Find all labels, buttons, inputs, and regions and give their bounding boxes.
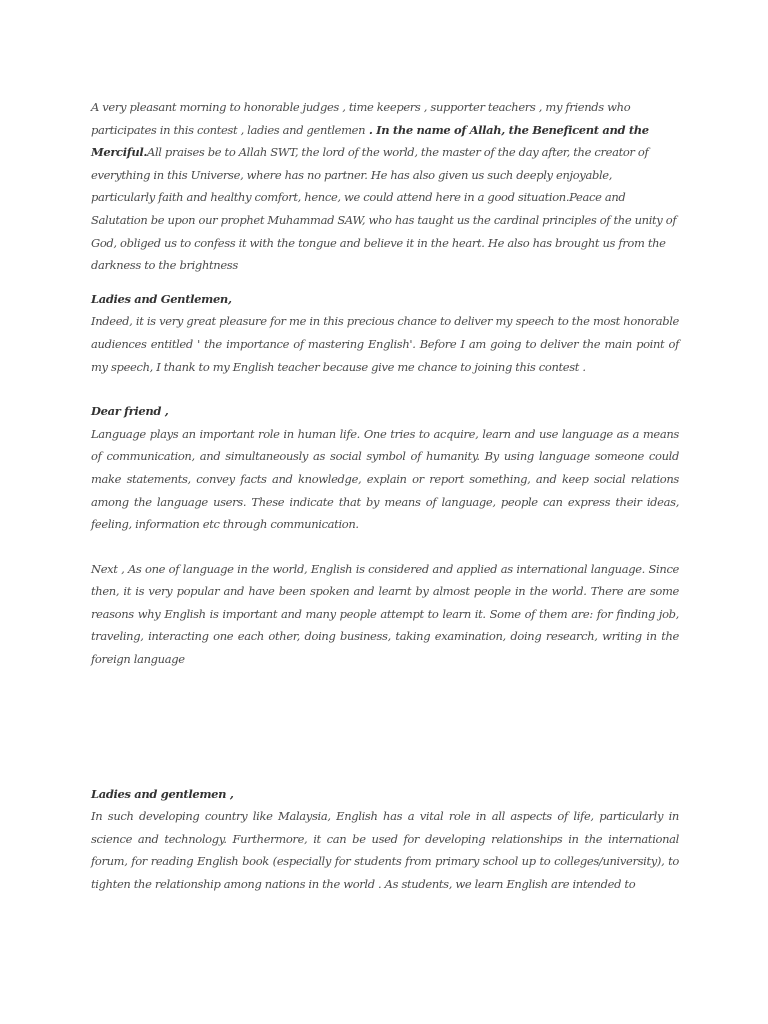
section-body-malaysia: In such developing country like Malaysia, English has a vital role in all aspects of life, particularly in science and technology. Furthermore, it can be used for developing relationships in the international forum, for reading English book (especially for students from primary school up to colleges/university), to tighten the relationship among nations in the world . As students, we learn English are intended to	[91, 809, 679, 892]
section-heading-ladies-gentlemen: Ladies and Gentlemen,	[91, 291, 232, 306]
spacer	[91, 536, 679, 558]
intro-paragraph	[91, 96, 679, 277]
section-heading-ladies-gentlemen-2: Ladies and gentlemen ,	[91, 786, 234, 801]
intro-text-basmala: . In the name of Allah, the Beneficent and the Merciful.	[91, 122, 649, 160]
spacer	[91, 671, 679, 783]
spacer	[91, 378, 679, 400]
section-heading-dear-friend: Dear friend ,	[91, 404, 169, 419]
spacer	[91, 277, 679, 288]
section-body-international-language: Next , As one of language in the world, English is considered and applied as international language. Since then, it is very popular and have been spoken and learnt by almost people in the world. There are some reasons why English is important and many people attempt to learn it. Some of them are: for finding job, traveling, interacting one each other, doing business, taking examination, doing research, writing in the foreign language	[91, 561, 679, 667]
intro-text-praise: All praises be to Allah SWT, the lord of the world, the master of the day after, the creator of everything in this Universe, where has no partner. He has also given us such deeply enjoyable, particularly faith and healthy comfort, hence, we could attend here in a good situation.Peace and Salutation be upon our prophet Muhammad SAW, who has taught us the cardinal principles of the unity of God, obliged us to confess it with the tongue and believe it in the heart. He also has brought us from the darkness to the brightness	[91, 145, 677, 273]
section-body-opening: Indeed, it is very great pleasure for me in this precious chance to deliver my speech to the most honorable audiences entitled ' the importance of mastering English'. Before I am going to deliver the main point of my speech, I thank to my English teacher because give me chance to joining this contest .	[91, 314, 679, 374]
section-body-language-role: Language plays an important role in human life. One tries to acquire, learn and use language as a means of communication, and simultaneously as social symbol of humanity. By using language someone could make statements, convey facts and knowledge, explain or report something, and keep social relations among the language users. These indicate that by means of language, people can express their ideas, feeling, information etc through communication.	[91, 426, 679, 532]
intro-text-greeting: A very pleasant morning to honorable judges , time keepers , supporter teachers , my friends who participates in this contest , ladies and gentlemen	[91, 100, 631, 137]
document-page	[91, 96, 679, 896]
